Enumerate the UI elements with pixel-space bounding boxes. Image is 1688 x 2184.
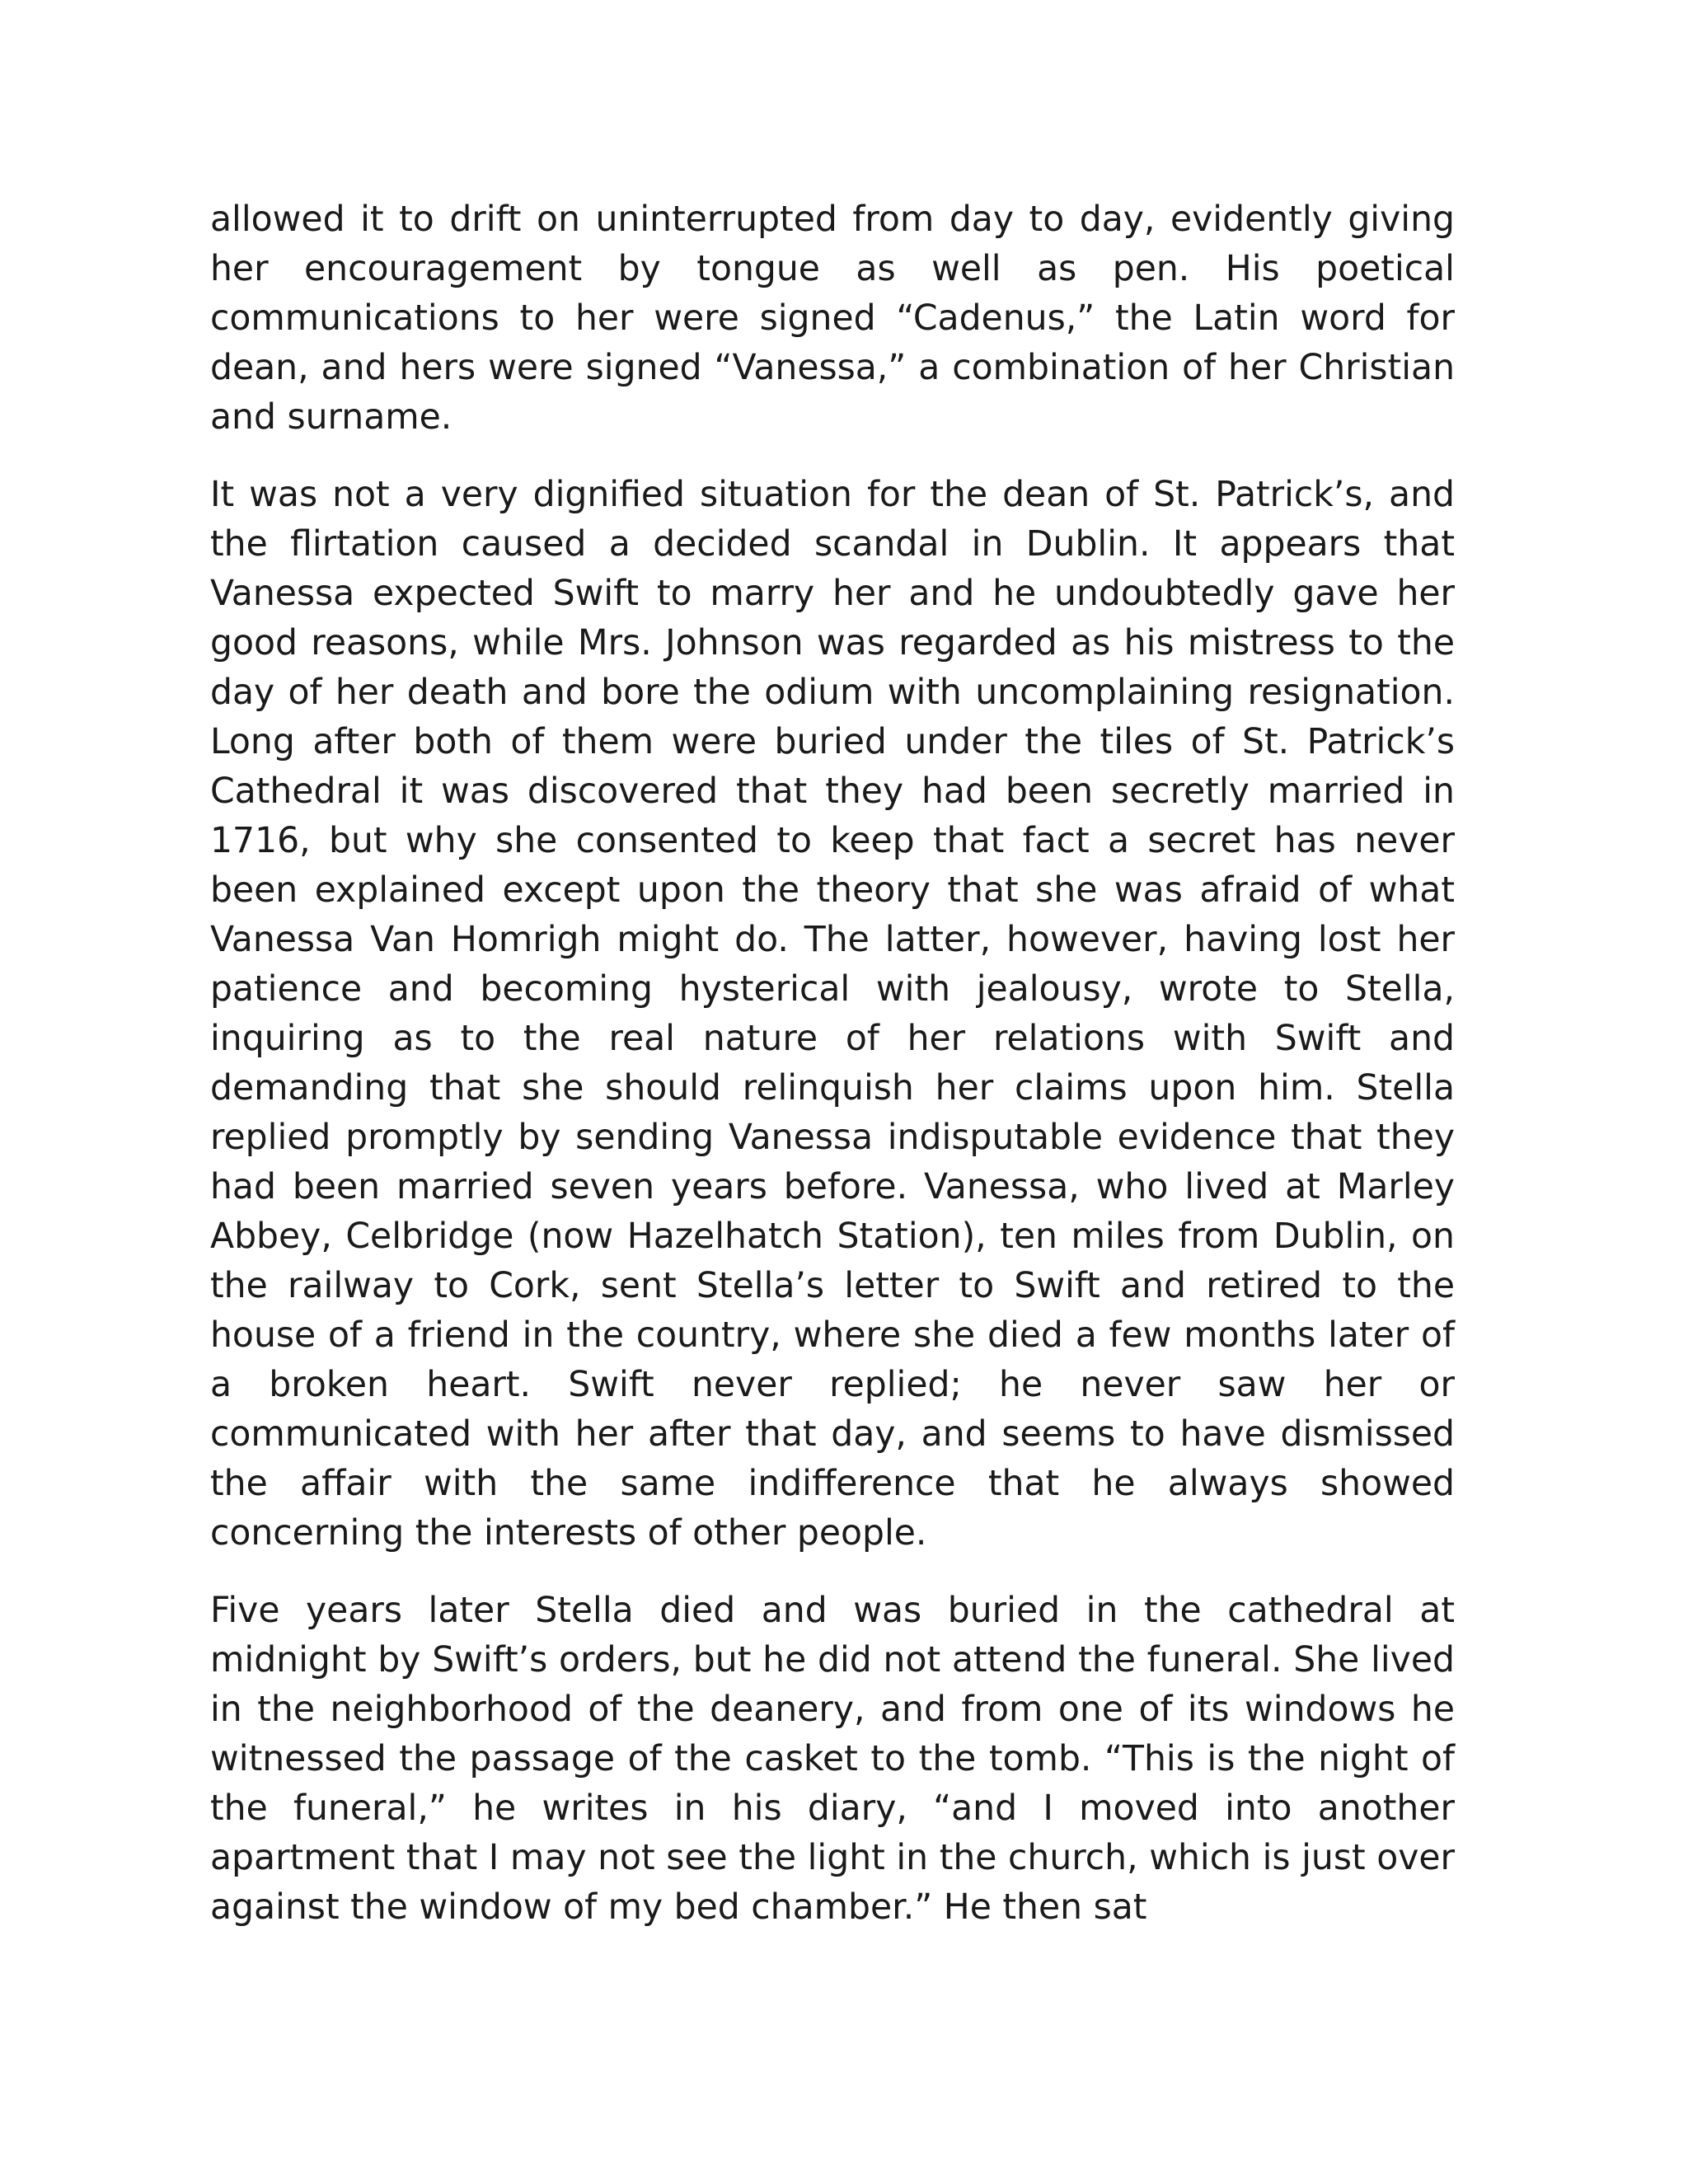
body-text: [210, 195, 1455, 1961]
paragraph-2: It was not a very dignified situation for the dean of St. Patrick’s, and the flirtation caused a decided scandal in Dublin. It appears that Vanessa expected Swift to marry her and he undoubtedly gave her good reasons, while Mrs. Johnson was regarded as his mistress to the day of her death and bore the odium with uncomplaining resignation. Long after both of them were buried under the tiles of St. Patrick’s Cathedral it was discovered that they had been secretly married in 1716, but why she consented to keep that fact a secret has never been explained except upon the theory that she was afraid of what Vanessa Van Homrigh might do. The latter, however, having lost her patience and becoming hysterical with jealousy, wrote to Stella, inquiring as to the real nature of her relations with Swift and demanding that she should relinquish her claims upon him. Stella replied promptly by sending Vanessa indisputable evidence that they had been married seven years before. Vanessa, who lived at Marley Abbey, Celbridge (now Hazelhatch Station), ten miles from Dublin, on the railway to Cork, sent Stella’s letter to Swift and retired to the house of a friend in the country, where she died a few months later of a broken heart. Swift never replied; he never saw her or communicated with her after that day, and seems to have dismissed the affair with the same indifference that he always showed concerning the interests of other people.: [210, 475, 1455, 1554]
paragraph-1: allowed it to drift on uninterrupted from day to day, evidently giving her encouragement by tongue as well as pen. His poetical communications to her were signed “Cadenus,” the Latin word for dean, and hers were signed “Vanessa,” a combination of her Christian and surname.: [210, 199, 1455, 438]
paragraph-3: Five years later Stella died and was buried in the cathedral at midnight by Swift’s orders, but he did not attend the funeral. She lived in the neighborhood of the deanery, and from one of its windows he witnessed the passage of the casket to the tomb. “This is the night of the funeral,” he writes in his diary, “and I moved into another apartment that I may not see the light in the church, which is just over against the window of my bed chamber.” He then sat: [210, 1591, 1455, 1928]
